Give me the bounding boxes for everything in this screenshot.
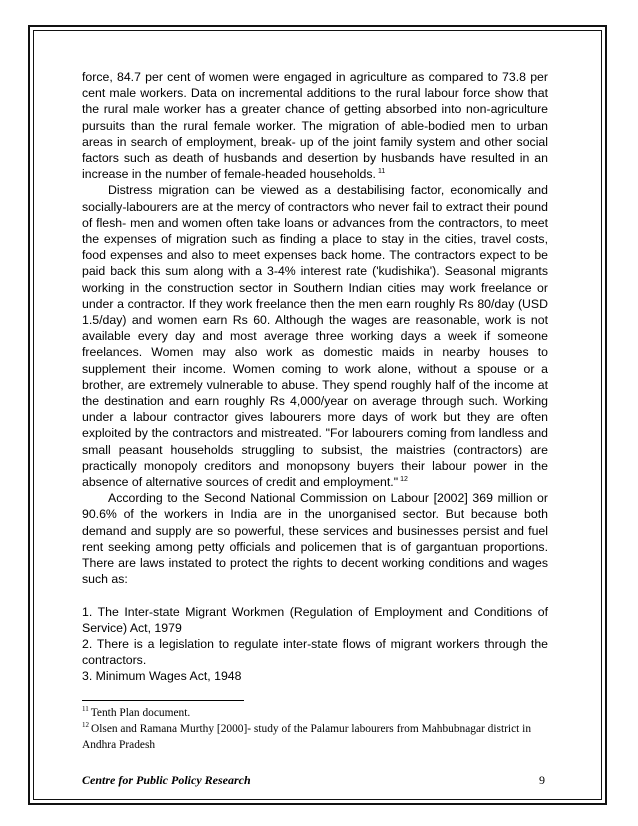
- footnote-item: $^{12}$ Olsen and Ramana Murthy [2000]- study of the Palamur labourers from Mahbubnagar district in Andhra Pradesh: [82, 720, 532, 751]
- list-item: 1. The Inter-state Migrant Workmen (Regulation of Employment and Conditions of Service) Act, 1979: [82, 604, 548, 635]
- body-text: [82, 69, 548, 685]
- footer-organization: Centre for Public Policy Research: [82, 773, 251, 787]
- paragraph-1: force, 84.7 per cent of women were engaged in agriculture as compared to 73.8 per cent male workers. Data on incremental additions to the rural labour force show that the rural male worker has a greater chance of getting absorbed into non-agriculture pursuits than the rural female worker. The migration of able-bodied men to urban areas in search of employment, break- up of the joint family system and other social factors such as death of husbands and desertion by husbands have resulted in an increase in the number of female-headed households. $^{11}$: [82, 70, 548, 182]
- page-number: 9: [539, 773, 545, 787]
- footnote-ref-12[interactable]: 12: [400, 476, 408, 484]
- footnote-separator: [82, 700, 244, 701]
- footnote-item: $^{11}$ Tenth Plan document.: [82, 705, 191, 719]
- footnotes: [82, 706, 552, 753]
- list-item: 3. Minimum Wages Act, 1948: [82, 669, 242, 684]
- list-item: 2. There is a legislation to regulate inter-state flows of migrant workers through the contractors.: [82, 636, 548, 668]
- footnote-ref-11[interactable]: 11: [377, 168, 386, 176]
- paragraph-2: Distress migration can be viewed as a destabilising factor, economically and socially-labourers are at the mercy of contractors who never fail to extract their pound of flesh- men and women often take loans or advances from the contractors, to meet the expenses of migration such as finding a place to stay in the cities, travel costs, food expenses and also to meet expenses back home. The contractors expect to be paid back this sum along with a 3-4% interest rate ('kudishika'). Seasonal migrants working in the construction sector in Southern Indian cities may work freelance or under a contractor. If they work freelance then the men earn roughly Rs 80/day (USD 1.5/day) and women earn Rs 60. Although the wages are reasonable, work is not available every day and most average three working days a week if someone freelances. Women may also work as domestic maids in nearby houses to supplement their income. Women coming to work alone, without a spouse or a brother, are extremely vulnerable to abuse. They spend roughly half of the income at the destination and earn roughly Rs 4,000/year on average through such. Working under a labour contractor gives labourers more days of work but they are often exploited by the contractors and mistreated. "For labourers coming from landless and small peasant households struggling to subsist, the maistries (contractors) are practically monopoly creditors and monopsony buyers their labour power in the absence of alternative sources of credit and employment." $^{12}$: [82, 183, 548, 490]
- paragraph-3: According to the Second National Commission on Labour [2002] 369 million or 90.6% of the workers in India are in the unorganised sector. But because both demand and supply are so powerful, these services and businesses persist and fuel rent seeking among petty officials and policemen that is of gargantuan proportions. There are laws instated to protect the rights to decent working conditions and wages such as:: [82, 491, 548, 587]
